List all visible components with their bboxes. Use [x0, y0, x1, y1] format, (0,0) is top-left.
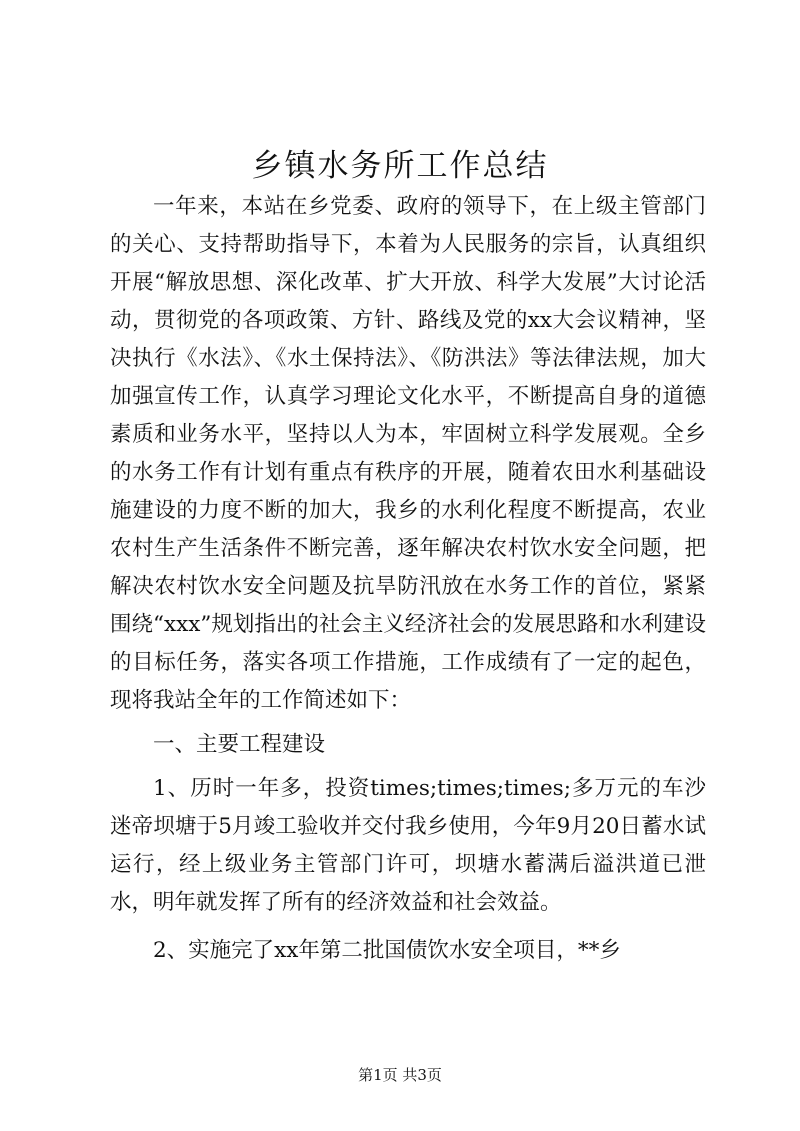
document-body — [110, 188, 706, 970]
item-1-paragraph: 1、历时一年多，投资times;times;times;多万元的车沙迷帝坝塘于5月竣工验收并交付我乡使用，今年9月20日蓄水试运行，经上级业务主管部门许可，坝塘水蓄满后溢洪道已泄水，明年就发挥了所有的经济效益和社会效益。 — [110, 776, 706, 915]
item-2-paragraph: 2、实施完了xx年第二批国债饮水安全项目，**乡 — [153, 938, 621, 963]
page-footer — [0, 1064, 800, 1085]
section-heading: 一、主要工程建设 — [153, 732, 326, 757]
page-number: 第1页 共3页 — [358, 1066, 442, 1084]
document-title: 乡镇水务所工作总结 — [251, 148, 549, 184]
intro-paragraph: 一年来，本站在乡党委、政府的领导下，在上级主管部门的关心、支持帮助指导下，本着为人民服务的宗旨，认真组织开展“解放思想、深化改革、扩大开放、科学大发展”大讨论活动，贯彻党的各项政策、方针、路线及党的xx大会议精神，坚决执行《水法》、《水土保持法》、《防洪法》等法律法规，加大加强宣传工作，认真学习理论文化水平，不断提高自身的道德素质和业务水平，坚持以人为本，牢固树立科学发展观。全乡的水务工作有计划有重点有秩序的开展，随着农田水利基础设施建设的力度不断的加大，我乡的水利化程度不断提高，农业农村生产生活条件不断完善，逐年解决农村饮水安全问题，把解决农村饮水安全问题及抗旱防汛放在水务工作的首位，紧紧围绕“xxx”规划指出的社会主义经济社会的发展思路和水利建设的目标任务，落实各项工作措施，工作成绩有了一定的起色，现将我站全年的工作简述如下： — [110, 194, 706, 713]
